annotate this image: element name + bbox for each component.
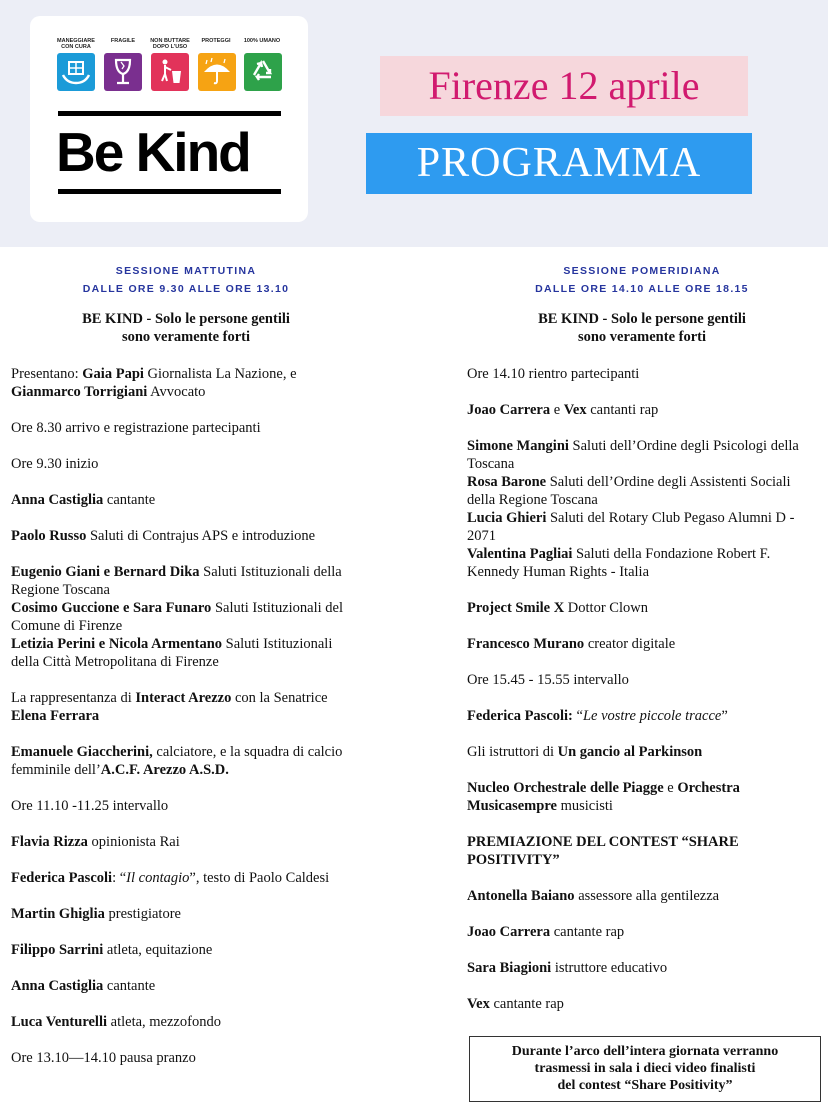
program-entry: La rappresentanza di Interact Arezzo con la Senatrice Elena Ferrara [11, 690, 328, 724]
morning-session [11, 262, 361, 1085]
be-kind-logo [30, 16, 308, 222]
program-entry: Luca Venturelli atleta, mezzofondo [11, 1014, 221, 1030]
program-entry: Sara Biagioni istruttore educativo [467, 960, 668, 976]
recycle-icon [244, 53, 282, 91]
program-entry: Lucia Ghieri Saluti del Rotary Club Pegaso Alumni D - 2071 [467, 510, 795, 544]
program-entry: Federica Pascoli: “Il contagio”, testo di Paolo Caldesi [11, 870, 330, 886]
program-entry: Joao Carrera cantante rap [467, 924, 625, 940]
icon-label-fragile: FRAGILE [110, 38, 136, 44]
program-entry: Antonella Baiano assessore alla gentilezza [467, 888, 720, 904]
session-hours: DALLE ORE 9.30 ALLE ORE 13.10 [82, 283, 290, 295]
program-entry: PREMIAZIONE DEL CONTEST “SHARE POSITIVITY” [467, 834, 739, 868]
program-entry: Project Smile X Dottor Clown [467, 600, 648, 616]
program-title: PROGRAMMA [366, 133, 752, 194]
program-entry: Ore 11.10 -11.25 intervallo [11, 798, 169, 814]
program-entry: Simone Mangini Saluti dell’Ordine degli Psicologi della Toscana [467, 438, 799, 472]
session-title: SESSIONE POMERIDIANA [563, 265, 721, 277]
program-entry: Anna Castiglia cantante [11, 978, 156, 994]
program-entry: Letizia Perini e Nicola Armentano Saluti Istituzionali della Città Metropolitana di Firenze [11, 636, 333, 670]
program-entry: Ore 9.30 inizio [11, 456, 99, 472]
program-entry: Nucleo Orchestrale delle Piagge e Orchestra Musicasempre musicisti [467, 780, 740, 814]
program-entry: Rosa Barone Saluti dell’Ordine degli Assistenti Sociali della Regione Toscana [467, 474, 791, 508]
program-entry: Paolo Russo Saluti di Contrajus APS e introduzione [11, 528, 316, 544]
program-entry: Presentano: Gaia Papi Giornalista La Nazione, e Gianmarco Torrigiani Avvocato [11, 366, 297, 400]
program-entry: Joao Carrera e Vex cantanti rap [467, 402, 659, 418]
icon-label-protect: PROTEGGI [201, 38, 231, 44]
program-entry: Flavia Rizza opinionista Rai [11, 834, 180, 850]
program-entry: Vex cantante rap [467, 996, 564, 1012]
program-entry: Filippo Sarrini atleta, equitazione [11, 942, 213, 958]
program-entry: Emanuele Giaccherini, calciatore, e la squadra di calcio femminile dell’A.C.F. Arezzo A.S.D. [11, 744, 343, 778]
afternoon-session [467, 262, 817, 1031]
program-entry: Federica Pascoli: “Le vostre piccole tracce” [467, 708, 728, 724]
logo-top-rule [58, 111, 281, 116]
motto: BE KIND - Solo le persone gentili sono veramente forti [82, 311, 290, 345]
event-city-date: Firenze 12 aprile [380, 56, 748, 116]
program-entry: Ore 15.45 - 15.55 intervallo [467, 672, 629, 688]
program-entry: Anna Castiglia cantante [11, 492, 156, 508]
wine-glass-icon [104, 53, 142, 91]
icon-label-handle-with-care: MANEGGIARE CON CURA [57, 38, 95, 50]
program-entry: Cosimo Guccione e Sara Funaro Saluti Istituzionali del Comune di Firenze [11, 600, 344, 634]
box-hands-icon [57, 53, 95, 91]
header-banner [0, 0, 828, 247]
icon-label-do-not-throw: NON BUTTARE DOPO L'USO [150, 38, 190, 50]
motto: BE KIND - Solo le persone gentili sono veramente forti [538, 311, 746, 345]
logo-bottom-rule [58, 189, 281, 194]
video-notice-box: Durante l’arco dell’intera giornata verranno trasmessi in sala i dieci video finalisti del contest “Share Positivity” [469, 1036, 821, 1102]
program-entry: Gli istruttori di Un gancio al Parkinson [467, 744, 703, 760]
session-title: SESSIONE MATTUTINA [115, 265, 257, 277]
brand-name: Be Kind [56, 121, 250, 183]
program-entry: Martin Ghiglia prestigiatore [11, 906, 181, 922]
program-entry: Ore 14.10 rientro partecipanti [467, 366, 640, 382]
program-entry: Valentina Pagliai Saluti della Fondazione Robert F. Kennedy Human Rights - Italia [467, 546, 771, 580]
program-entry: Ore 13.10—14.10 pausa pranzo [11, 1050, 196, 1066]
program-entry: Eugenio Giani e Bernard Dika Saluti Istituzionali della Regione Toscana [11, 564, 342, 598]
program-entry: Ore 8.30 arrivo e registrazione partecipanti [11, 420, 261, 436]
umbrella-icon [198, 53, 236, 91]
program-entry: Francesco Murano creator digitale [467, 636, 676, 652]
icon-label-human: 100% UMANO [243, 38, 281, 44]
trash-bin-icon [151, 53, 189, 91]
session-hours: DALLE ORE 14.10 ALLE ORE 18.15 [535, 283, 749, 295]
